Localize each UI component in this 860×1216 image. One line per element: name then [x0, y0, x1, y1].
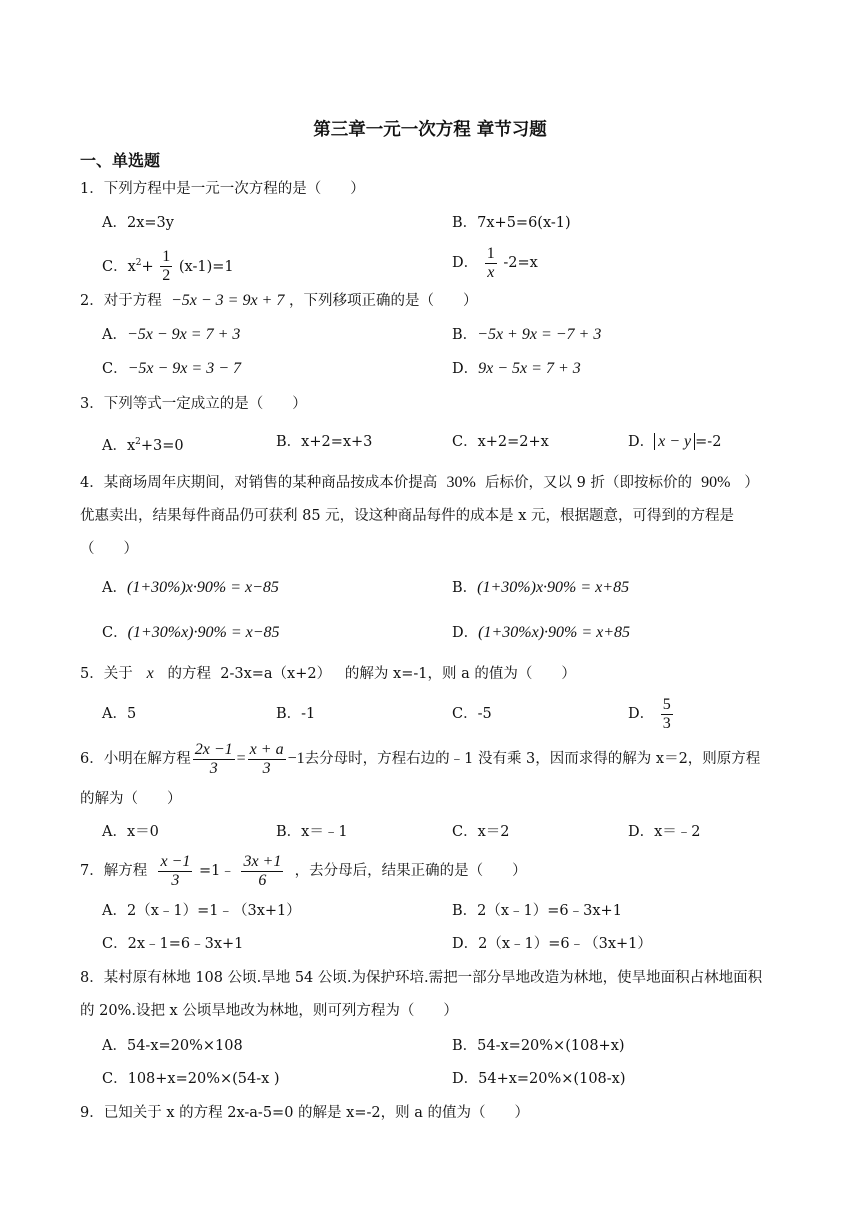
option-equation: −5x + 9x = −7 + 3	[477, 326, 602, 343]
question-4-line-3: （ ）	[80, 541, 138, 557]
option-label: C．	[102, 625, 128, 641]
question-5-stem	[80, 664, 576, 684]
stem-text: 6．小明在解方程	[80, 751, 191, 767]
question-6-option-b: B．x＝﹣1	[276, 824, 348, 840]
option-label: D．	[628, 706, 655, 722]
option-equation: 9x − 5x = 7 + 3	[478, 360, 581, 377]
question-5-option-a: A．5	[102, 706, 137, 722]
option-equation: −5x − 9x = 3 − 7	[127, 360, 241, 377]
question-4-line-1	[80, 473, 759, 493]
fraction-one-half	[160, 248, 172, 285]
option-equation: (1+30%)x·90% = x−85	[126, 579, 279, 596]
stem-text-tail: ，去分母后，结果正确的是（ ）	[294, 863, 527, 879]
equation: −5x − 3 = 9x + 7	[170, 292, 285, 309]
question-3-stem: 3．下列等式一定成立的是（ ）	[80, 396, 307, 412]
fraction-right	[248, 741, 286, 778]
question-8-option-b: B．54-x=20%×(108+x)	[452, 1038, 625, 1054]
fraction-numerator: 1	[486, 244, 495, 262]
percent-value: 90%	[701, 474, 731, 491]
question-7-stem	[80, 850, 527, 892]
fraction-five-thirds	[661, 696, 673, 733]
option-text: A．x	[102, 437, 136, 454]
option-label: A．	[102, 580, 127, 596]
question-7-option-b: B．2（x﹣1）=6﹣3x+1	[452, 903, 622, 919]
stem-text: 5．关于	[80, 666, 133, 682]
question-6-line-1	[80, 738, 760, 780]
question-5-option-c: C．-5	[452, 706, 492, 722]
question-2-option-a	[102, 325, 240, 345]
question-6-option-d: D．x＝﹣2	[628, 824, 701, 840]
question-8-option-a: A．54-x=20%×108	[102, 1038, 243, 1054]
fraction-denominator: 3	[171, 871, 180, 889]
fraction-numerator: x + a	[249, 740, 284, 758]
question-2-stem	[80, 291, 477, 311]
stem-text-tail: ，下列移项正确的是（ ）	[288, 293, 478, 309]
question-1-option-a: A．2x=3y	[102, 215, 174, 231]
percent-value: 30%	[446, 474, 476, 491]
stem-text: ）	[744, 475, 759, 491]
option-equation: −5x − 9x = 7 + 3	[126, 326, 241, 343]
stem-text-tail: 的解为 x=-1，则 a 的值为（ ）	[344, 666, 576, 682]
question-4-line-2: 优惠卖出，结果每件商品仍可获利 85 元，设这种商品每件的成本是 x 元，根据题意，可得到的方程是	[80, 508, 735, 524]
option-equation: (1+30%x)·90% = x+85	[478, 624, 631, 641]
stem-text: 的方程	[167, 666, 211, 682]
fraction-left	[158, 853, 192, 890]
question-8-line-2: 的 20%.设把 x 公顷旱地改为林地，则可列方程为（ ）	[80, 1003, 458, 1019]
option-tail: =-2	[695, 434, 722, 450]
question-8-option-c: C．108+x=20%×(54-x )	[102, 1071, 280, 1087]
question-1-option-d	[452, 243, 538, 283]
question-4-option-b	[452, 578, 629, 598]
question-3-option-a	[102, 432, 184, 456]
stem-text: 后标价，又以 9 折（即按标价的	[485, 475, 692, 491]
question-3-option-d	[628, 432, 721, 452]
fraction-denominator: 3	[209, 759, 218, 777]
fraction-one-over-x	[485, 245, 497, 282]
fraction-numerator: 3x +1	[243, 852, 282, 870]
question-5-option-d	[628, 692, 675, 736]
option-d-tail: -2=x	[503, 255, 538, 271]
question-2-option-b	[452, 325, 601, 345]
fraction-numerator: x −1	[160, 852, 191, 870]
fraction-denominator: 3	[262, 759, 271, 777]
option-c-text: C．x	[102, 258, 136, 275]
question-6-line-2: 的解为（ ）	[80, 791, 182, 807]
option-label: C．	[102, 361, 128, 377]
question-7-option-d: D．2（x﹣1）=6﹣（3x+1）	[452, 936, 652, 952]
question-6-option-c: C．x＝2	[452, 824, 510, 840]
fraction-left	[193, 741, 235, 778]
variable: x	[146, 665, 154, 682]
plus-sign: +	[141, 258, 154, 275]
option-equation: (1+30%)x·90% = x+85	[477, 579, 630, 596]
exponent: 2	[135, 437, 141, 447]
option-label: A．	[102, 327, 127, 343]
question-2-option-c	[102, 359, 241, 379]
question-7-option-c: C．2x﹣1=6﹣3x+1	[102, 936, 244, 952]
fraction-numerator: 2x −1	[194, 740, 233, 758]
option-label: B．	[452, 580, 478, 596]
fraction-right	[241, 853, 283, 890]
option-label: D．	[628, 434, 655, 450]
option-label: B．	[452, 327, 478, 343]
option-label: D．	[452, 625, 479, 641]
equals-sign: =	[236, 750, 246, 767]
stem-text: 2．对于方程	[80, 293, 162, 309]
question-4-option-c	[102, 623, 280, 643]
equation: 2-3x=a（x+2）	[220, 666, 332, 682]
question-3-option-b: B．x+2=x+3	[276, 434, 373, 450]
question-9-stem: 9．已知关于 x 的方程 2x-a-5=0 的解是 x=-2，则 a 的值为（ ）	[80, 1105, 529, 1121]
option-label: D．	[452, 361, 479, 377]
fraction-denominator: 3	[662, 714, 671, 732]
page-title: 第三章一元一次方程 章节习题	[313, 120, 547, 140]
exponent: 2	[135, 258, 142, 268]
fraction-numerator: 1	[162, 248, 171, 266]
fraction-numerator: 5	[662, 695, 671, 713]
question-4-option-a	[102, 578, 279, 598]
question-8-line-1: 8．某村原有林地 108 公顷.旱地 54 公顷.为保护环培.需把一部分旱地改造为林地，使旱地面积占林地面积	[80, 970, 763, 986]
question-3-option-c: C．x+2=2+x	[452, 434, 549, 450]
minus-one: −1	[287, 750, 305, 767]
question-5-option-b: B．-1	[276, 706, 316, 722]
question-2-option-d	[452, 359, 581, 379]
question-1-option-b: B．7x+5=6(x-1)	[452, 215, 571, 231]
question-7-option-a: A．2（x﹣1）=1﹣（3x+1）	[102, 903, 301, 919]
option-tail: +3=0	[140, 437, 184, 454]
stem-text: 7．解方程	[80, 863, 148, 879]
option-equation: (1+30%x)·90% = x−85	[127, 624, 280, 641]
question-6-option-a: A．x＝0	[102, 824, 159, 840]
question-1-option-c	[102, 243, 234, 287]
question-1-stem: 1．下列方程中是一元一次方程的是（ ）	[80, 181, 365, 197]
stem-text: 4．某商场周年庆期间，对销售的某种商品按成本价提高	[80, 475, 438, 491]
fraction-denominator: x	[487, 263, 495, 281]
fraction-denominator: 2	[162, 267, 171, 285]
equation-middle: =1﹣	[198, 863, 235, 879]
absolute-value: x − y	[654, 433, 695, 450]
section-heading: 一、单选题	[80, 151, 161, 170]
question-8-option-d: D．54+x=20%×(108-x)	[452, 1071, 626, 1087]
fraction-denominator: 6	[258, 871, 267, 889]
stem-text-tail: 去分母时，方程右边的﹣1 没有乘 3，因而求得的解为 x＝2，则原方程	[304, 751, 761, 767]
option-c-tail: (x-1)=1	[178, 258, 234, 275]
question-4-option-d	[452, 623, 630, 643]
option-d-label: D．	[452, 255, 479, 271]
